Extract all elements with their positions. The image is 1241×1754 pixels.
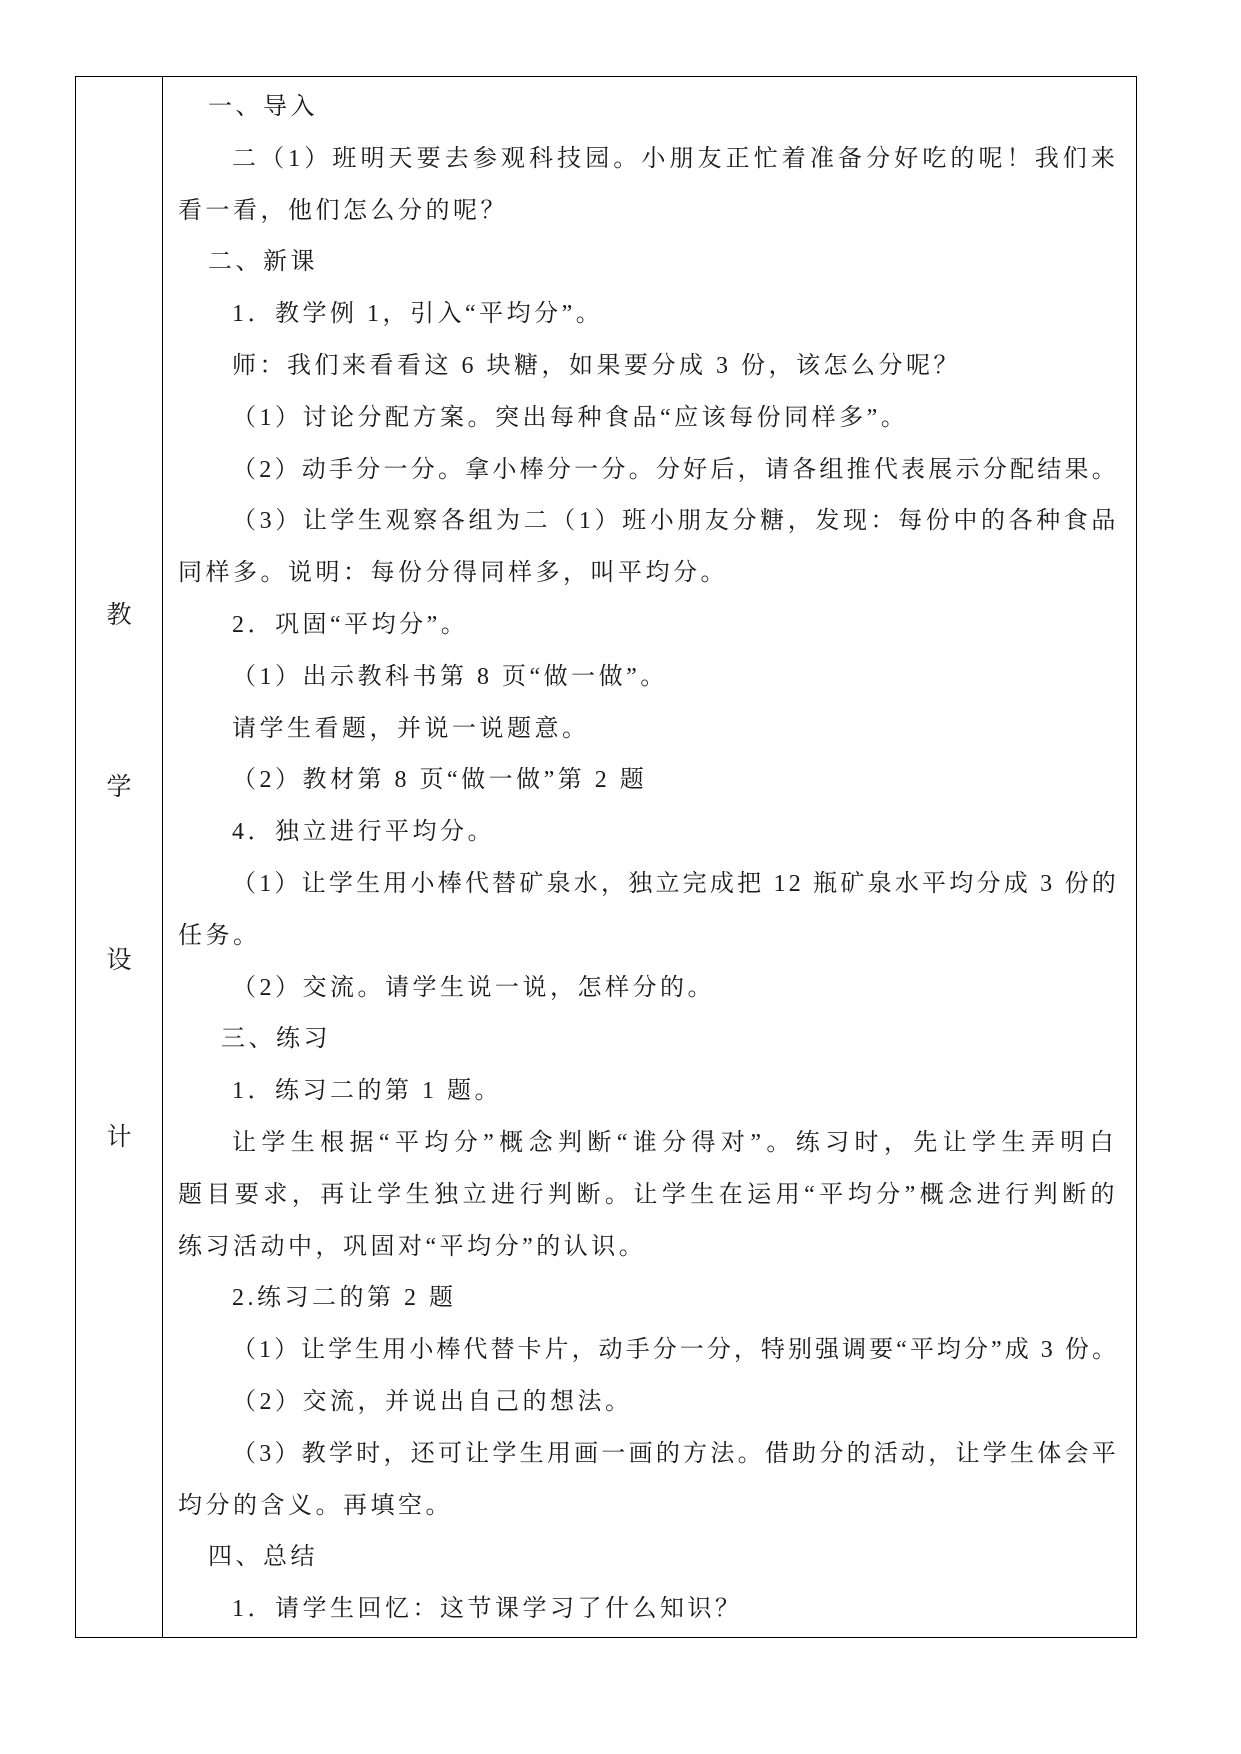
paragraph (178, 704, 1119, 756)
paragraph-line: 4．独立进行平均分。 (232, 819, 495, 846)
section-heading: 四、总结 (208, 1544, 318, 1571)
paragraph (178, 1066, 1119, 1118)
paragraph (178, 1377, 1119, 1429)
section-summary (178, 1532, 1119, 1636)
paragraph (178, 652, 1119, 704)
section-heading: 二、新课 (208, 249, 318, 276)
paragraph-line: 均分的含义。再填空。 (178, 1492, 453, 1519)
content-cell (163, 77, 1136, 1637)
section-new-lesson (178, 237, 1119, 1014)
side-label-char: 计 (106, 1124, 132, 1151)
paragraph-line: 2.练习二的第 2 题 (232, 1285, 457, 1312)
paragraph-line: （1）让学生用小棒代替卡片，动手分一分，特别强调要“平均分”成 3 份。 (232, 1337, 1119, 1364)
section-intro (178, 82, 1119, 237)
side-label-char: 教 (106, 602, 132, 629)
paragraph-line: 请学生看题，并说一说题意。 (232, 715, 590, 742)
section-heading: 三、练习 (221, 1026, 331, 1053)
paragraph-line: （2）交流。请学生说一说，怎样分的。 (232, 974, 715, 1001)
paragraph-line: 任务。 (178, 922, 261, 949)
paragraph-line: 1．教学例 1，引入“平均分”。 (232, 301, 604, 328)
paragraph (178, 496, 1119, 600)
paragraph (178, 859, 1119, 963)
paragraph-line: （3）让学生观察各组为二（1）班小朋友分糖，发现：每份中的各种食品 (232, 508, 1119, 535)
paragraph-line: （3）教学时，还可让学生用画一画的方法。借助分的活动，让学生体会平 (232, 1440, 1119, 1467)
paragraph (178, 600, 1119, 652)
paragraph-line: 同样多。说明：每份分得同样多，叫平均分。 (178, 560, 728, 587)
paragraph-line: 题目要求，再让学生独立进行判断。让学生在运用“平均分”概念进行判断的 (178, 1181, 1119, 1208)
paragraph-line: 1．请学生回忆：这节课学习了什么知识？ (232, 1596, 743, 1623)
paragraph-line: 让学生根据“平均分”概念判断“谁分得对”。练习时，先让学生弄明白 (232, 1129, 1119, 1156)
paragraph (178, 289, 1119, 341)
paragraph (178, 1325, 1119, 1377)
paragraph (178, 755, 1119, 807)
paragraph (178, 807, 1119, 859)
paragraph (178, 1118, 1119, 1273)
paragraph-line: 2．巩固“平均分”。 (232, 611, 469, 638)
paragraph (178, 963, 1119, 1015)
paragraph-line: 师：我们来看看这 6 块糖，如果要分成 3 份，该怎么分呢？ (232, 352, 961, 379)
paragraph (178, 445, 1119, 497)
paragraph-line: （1）让学生用小棒代替矿泉水，独立完成把 12 瓶矿泉水平均分成 3 份的 (232, 870, 1119, 897)
paragraph-line: 二（1）班明天要去参观科技园。小朋友正忙着准备分好吃的呢！我们来 (232, 145, 1119, 172)
paragraph-line: 1．练习二的第 1 题。 (232, 1078, 502, 1105)
paragraph-line: 看一看，他们怎么分的呢？ (178, 197, 508, 224)
section-practice (178, 1014, 1119, 1532)
side-label-cell (76, 77, 163, 1637)
paragraph-line: （2）教材第 8 页“做一做”第 2 题 (232, 767, 648, 794)
paragraph (178, 1429, 1119, 1533)
paragraph (178, 341, 1119, 393)
lesson-plan-table (75, 76, 1137, 1638)
paragraph (178, 1273, 1119, 1325)
paragraph (178, 393, 1119, 445)
section-heading: 一、导入 (208, 94, 318, 120)
paragraph-line: 练习活动中，巩固对“平均分”的认识。 (178, 1233, 647, 1260)
side-label-char: 设 (106, 947, 132, 974)
paragraph-line: （1）出示教科书第 8 页“做一做”。 (232, 663, 668, 690)
paragraph (178, 1584, 1119, 1636)
paragraph-line: （2）动手分一分。拿小棒分一分。分好后，请各组推代表展示分配结果。 (232, 456, 1119, 483)
side-label-char: 学 (106, 774, 132, 801)
paragraph-line: （1）讨论分配方案。突出每种食品“应该每份同样多”。 (232, 404, 909, 431)
paragraph (178, 134, 1119, 238)
paragraph-line: （2）交流，并说出自己的想法。 (232, 1388, 633, 1415)
